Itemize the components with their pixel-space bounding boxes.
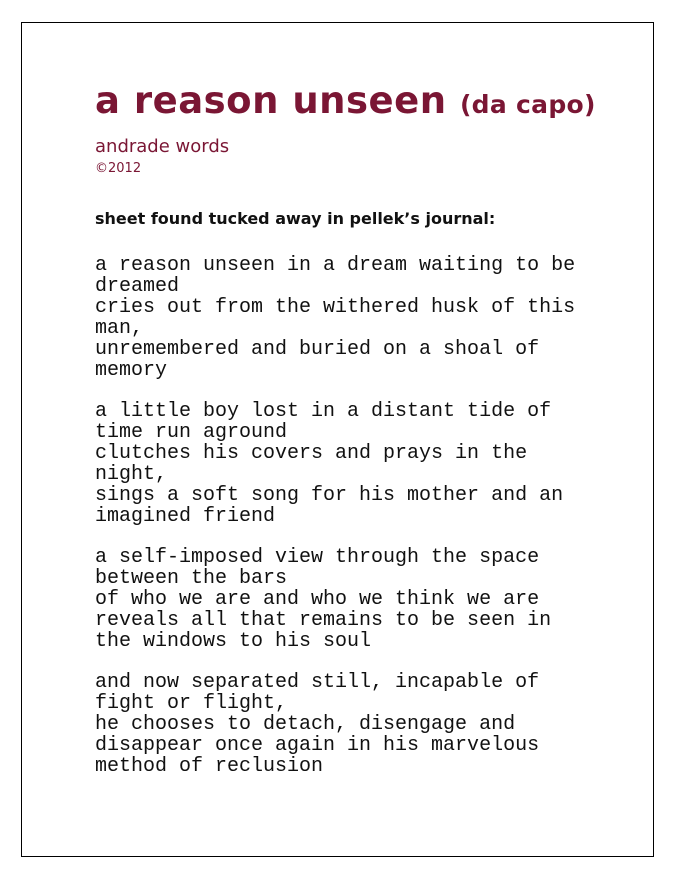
stanza-4 [95,672,595,777]
poem-line: a reason unseen in a dream waiting to be dreamed [95,254,576,298]
stanza-3 [95,547,595,652]
copyright-notice: ©2012 [95,161,142,176]
poem-line: of who we are and who we think we are [95,588,540,611]
poem-title-main: a reason unseen [95,79,447,122]
poem-line: he chooses to detach, disengage and disappear once again in his marvelous method of reclusion [95,713,540,778]
document-content [95,78,595,797]
poem-line: and now separated still, incapable of fight or flight, [95,671,540,715]
poem-title [95,78,595,128]
intro-text: sheet found tucked away in pellek’s journal: [95,209,496,228]
author-name: andrade words [95,136,230,157]
poem-body [95,255,595,777]
poem-line: unremembered and buried on a shoal of memory [95,338,540,382]
poem-line: reveals all that remains to be seen in the windows to his soul [95,609,552,653]
poem-line: sings a soft song for his mother and an imagined friend [95,484,564,528]
poem-line: a self-imposed view through the space between the bars [95,546,540,590]
poem-line: clutches his covers and prays in the night, [95,442,528,486]
poem-line: cries out from the withered husk of this man, [95,296,576,340]
poem-line: a little boy lost in a distant tide of time run aground [95,400,552,444]
stanza-1 [95,255,595,381]
stanza-2 [95,401,595,527]
poem-title-suffix: (da capo) [459,90,596,119]
